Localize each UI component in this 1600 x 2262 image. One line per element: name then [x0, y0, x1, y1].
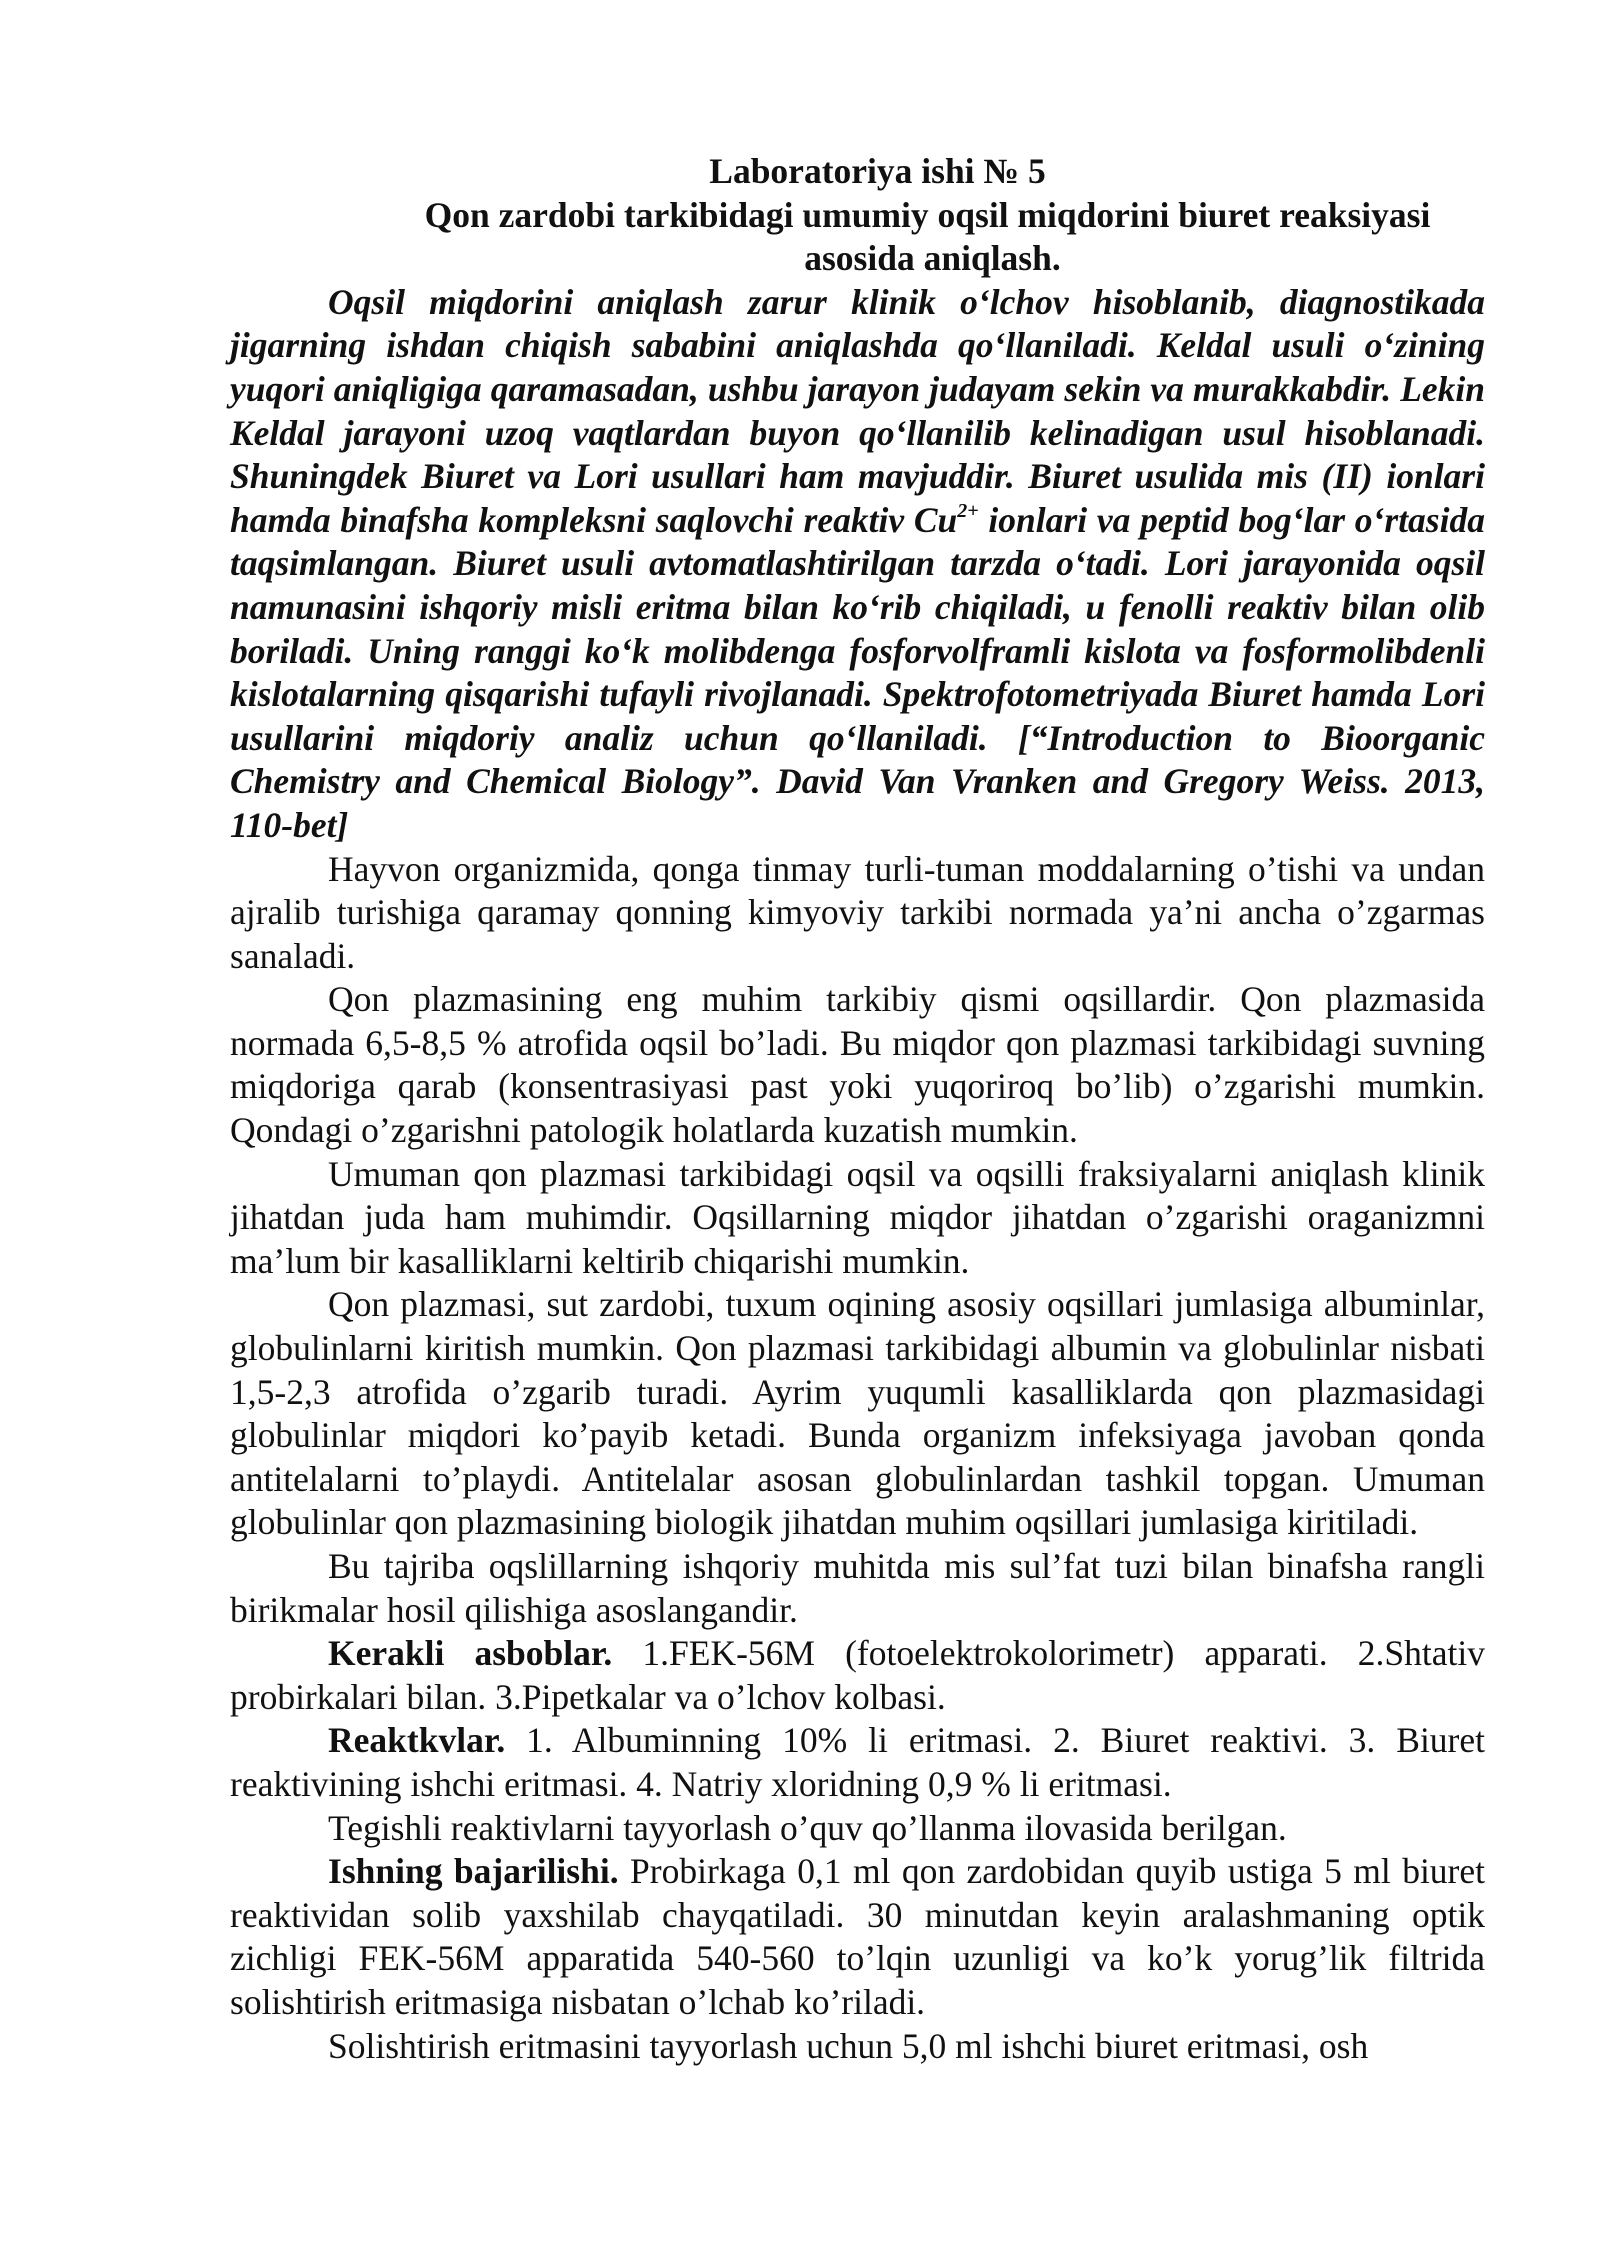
equipment-text: 1.FEK-56M (fotoelektrokolorimetr) apparati. 2.Shtativ probirkalari bilan. 3.Pipetkalar va o’lchov kolbasi.	[230, 1633, 1485, 1717]
paragraph-reference-solution: Solishtirish eritmasini tayyorlash uchun 5,0 ml ishchi biuret eritmasi, osh	[328, 2025, 1369, 2066]
ion-charge-superscript: 2+	[957, 499, 979, 522]
reagents-label: Reaktkvlar.	[328, 1720, 506, 1761]
reagents-text: 1. Albuminning 10% li eritmasi. 2. Biuret reaktivi. 3. Biuret reaktivining ishchi eritmasi. 4. Natriy xloridning 0,9 % li eritmasi.	[230, 1720, 1485, 1804]
equipment-label: Kerakli asboblar.	[328, 1633, 613, 1674]
intro-text-part1: Oqsil miqdorini aniqlash zarur klinik o‘lchov hisoblanib, diagnostikada jigarning ishdan chiqish sababini aniqlashda qo‘llaniladi. Keldal usuli o‘zining yuqori aniqligiga qaramasadan, ushbu jarayon judayam sekin va murakkabdir. Lekin Keldal jarayoni uzoq vaqtlardan buyon qo‘llanilib kelinadigan usul hisoblanadi. Shuningdek Biuret va Lori usullari ham mavjuddir. Biuret usulida mis (II) ionlari hamda binafsha kompleksni saqlovchi reaktiv Cu	[230, 281, 1485, 540]
paragraph-albumins-globulins: Qon plazmasi, sut zardobi, tuxum oqining asosiy oqsillari jumlasiga albuminlar, globulinlarni kiritish mumkin. Qon plazmasi tarkibidagi albumin va globulinlar nisbati 1,5-2,3 atrofida o’zgarib turadi. Ayrim yuqumli kasalliklarda qon plazmasidagi globulinlar miqdori ko’payib ketadi. Bunda organizm infeksiyaga javoban qonda antitelalarni to’playdi. Antitelalar asosan globulinlardan tashkil topgan. Umuman globulinlar qon plazmasining biologik jihatdan muhim oqsillari jumlasiga kiritiladi.	[230, 1284, 1485, 1543]
paragraph-organism: Hayvon organizmida, qonga tinmay turli-tuman moddalarning o’tishi va undan ajralib turishiga qaramay qonning kimyoviy tarkibi normada ya’ni ancha o’zgarmas sanaladi.	[230, 848, 1485, 976]
lab-number-heading: Laboratoriya ishi № 5	[709, 151, 1046, 191]
paragraph-procedure	[230, 1850, 1485, 2024]
paragraph-experiment-basis: Bu tajriba oqslillarning ishqoriy muhitda mis sul’fat tuzi bilan binafsha rangli birikmalar hosil qilishiga asoslangandir.	[230, 1546, 1485, 1630]
procedure-text: Probirkaga 0,1 ml qon zardobidan quyib ustiga 5 ml biuret reaktividan solib yaxshilab chayqatiladi. 30 minutdan keyin aralashmaning optik zichligi FEK-56M apparatida 540-560 to’lqin uzunligi va ko’k yorug’lik filtrida solishtirish eritmasiga nisbatan o’lchab ko’riladi.	[230, 1851, 1486, 2022]
title-line-1: Qon zardobi tarkibidagi umumiy oqsil miqdorini biuret reaksiyasi	[424, 194, 1431, 235]
paragraph-clinical-importance: Umuman qon plazmasi tarkibidagi oqsil va oqsilli fraksiyalarni aniqlash klinik jihatdan juda ham muhimdir. Oqsillarning miqdor jihatdan o’zgarishi oraganizmni ma’lum bir kasalliklarni keltirib chiqarishi mumkin.	[230, 1153, 1485, 1281]
intro-paragraph	[230, 281, 1485, 848]
paragraph-reagents	[230, 1719, 1485, 1806]
document-page	[230, 150, 1485, 2068]
paragraph-plasma-proteins: Qon plazmasining eng muhim tarkibiy qismi oqsillardir. Qon plazmasida normada 6,5-8,5 % atrofida oqsil bo’ladi. Bu miqdor qon plazmasi tarkibidagi suvning miqdoriga qarab (konsentrasiyasi past yoki yuqoriroq bo’lib) o’zgarishi mumkin. Qondagi o’zgarishni patologik holatlarda kuzatish mumkin.	[230, 979, 1485, 1151]
title-line-2: asosida aniqlash.	[804, 238, 1061, 279]
procedure-label: Ishning bajarilishi.	[328, 1851, 619, 1892]
paragraph-reagent-preparation: Tegishli reaktivlarni tayyorlash o’quv qo’llanma ilovasida berilgan.	[328, 1807, 1287, 1848]
intro-text-part2: ionlari va peptid bog‘lar o‘rtasida taqsimlangan. Biuret usuli avtomatlashtirilgan tarzda o‘tadi. Lori jarayonida oqsil namunasini ishqoriy misli eritma bilan ko‘rib chiqiladi, u fenolli reaktiv bilan olib boriladi. Uning ranggi ko‘k molibdenga fosforvolframli kislota va fosformolibdenli kislotalarning qisqarishi tufayli rivojlanadi. Spektrofotometriyada Biuret hamda Lori usullarini miqdoriy analiz uchun qo‘llaniladi. [“Introduction to Bioorganic Chemistry and Chemical Biology”. David Van Vranken and Gregory Weiss. 2013, 110-bet]	[230, 499, 1485, 845]
paragraph-equipment	[230, 1632, 1485, 1719]
